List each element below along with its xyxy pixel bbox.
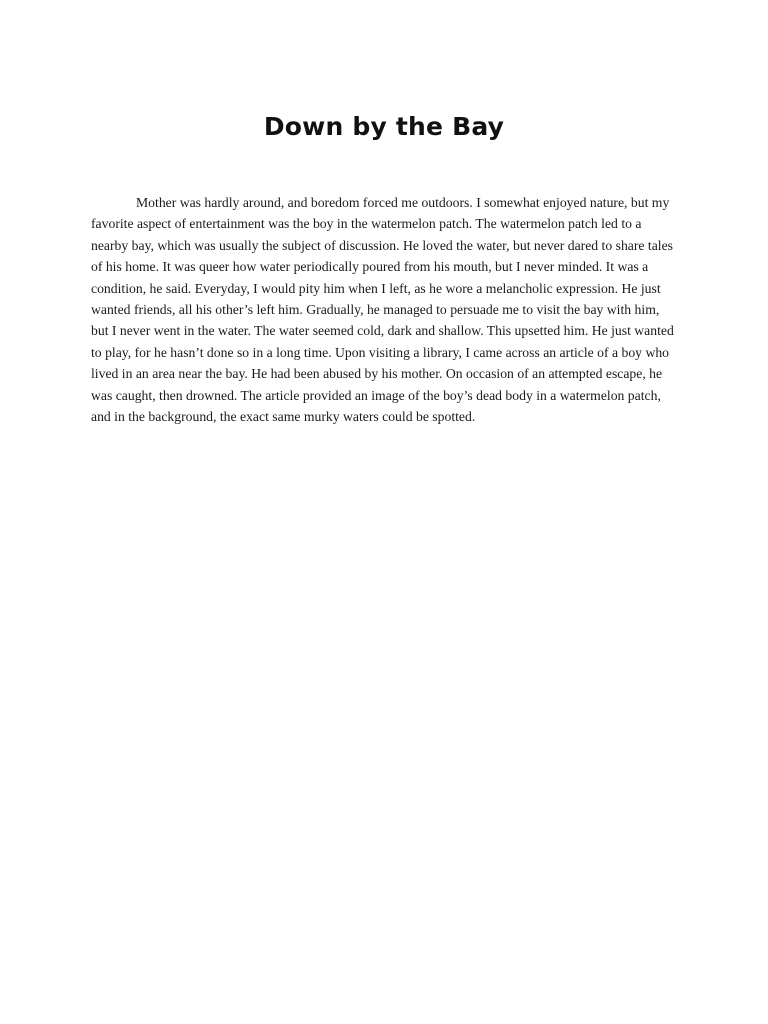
- document-title: Down by the Bay: [263, 112, 505, 141]
- story-paragraph: Mother was hardly around, and boredom forced me outdoors. I somewhat enjoyed nature, but my favorite aspect of entertainment was the boy in the watermelon patch. The watermelon patch led to a nearby bay, which was usually the subject of discussion. He loved the water, but never dared to share tales of his home. It was queer how water periodically poured from his mouth, but I never minded. It was a condition, he said. Everyday, I would pity him when I left, as he wore a melancholic expression. He just wanted friends, all his other’s left him. Gradually, he managed to persuade me to visit the bay with him, but I never went in the water. The water seemed cold, dark and shallow. This upsetted him. He just wanted to play, for he hasn’t done so in a long time. Upon visiting a library, I came across an article of a boy who lived in an area near the bay. He had been abused by his mother. On occasion of an attempted escape, he was caught, then drowned. The article provided an image of the boy’s dead body in a watermelon patch, and in the background, the exact same murky waters could be spotted.: [91, 195, 674, 425]
